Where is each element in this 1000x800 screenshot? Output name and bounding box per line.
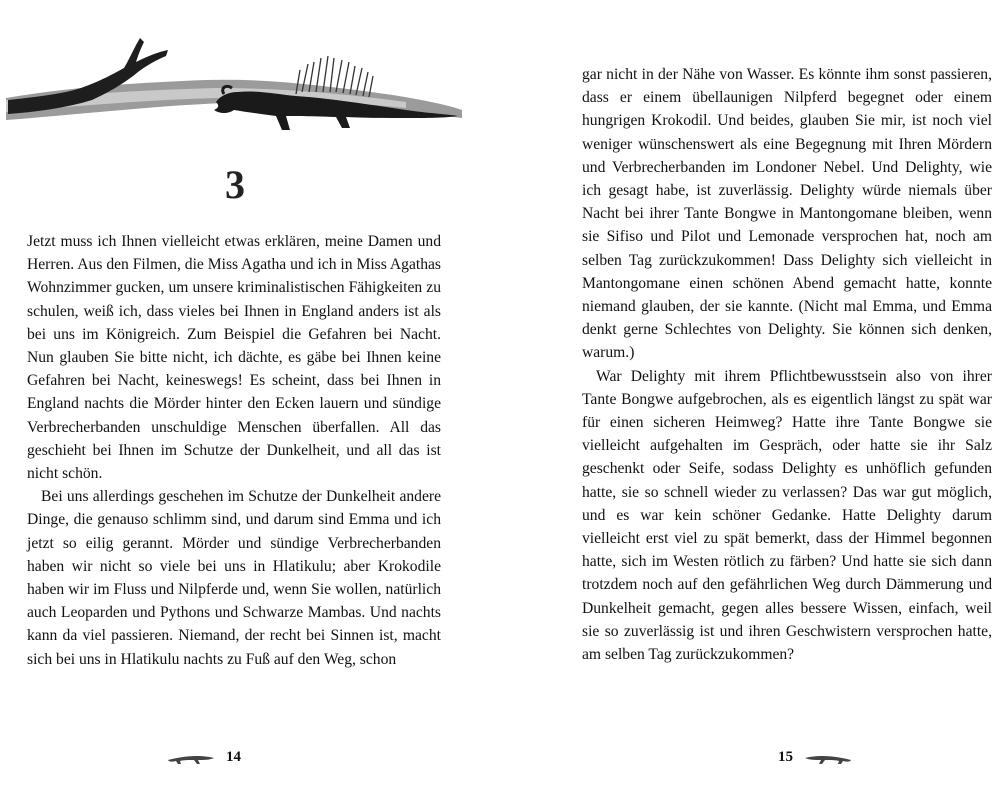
chapter-number: 3 <box>225 162 245 207</box>
right-page-text <box>582 63 992 666</box>
page-number: 15 <box>778 748 793 765</box>
paragraph: Jetzt muss ich Ihnen vielleicht etwas erklären, meine Damen und Herren. Aus den Filmen, die Miss Agatha und ich in Miss Agathas Wohnzimmer gucken, um unsere kriminalistischen Fähigkeiten zu schulen, weiß ich, dass vieles bei Ihnen in England anders ist als bei uns im Königreich. Zum Beispiel die Gefahren bei Nacht. Nun glauben Sie bitte nicht, ich dächte, es gäbe bei Ihnen keine Gefahren bei Nacht, keineswegs! Es scheint, dass bei Ihnen in England nachts die Mörder hinter den Ecken lauern und sündige Verbrecherbanden unschuldige Menschen überfallen. All das geschieht bei Ihnen im Schutze der Dunkelheit, und all das ist nicht schön. <box>27 233 441 483</box>
paragraph: War Delighty mit ihrem Pflichtbewusstsein also von ihrer Tante Bongwe aufgebrochen, als es eigentlich längst zu spät war für einen sicheren Heimweg? Hatte ihre Tante Bongwe sie vielleicht aufgehalten im Gespräch, oder hatte sie ihr Salz geschenkt oder Seife, sodass Delighty es unhöflich gefunden hatte, sie so schnell wieder zu verlassen? Das war gut möglich, und es war kein schöner Gedanke. Hatte Delighty darum vielleicht erst viel zu spät bemerkt, dass der Himmel begonnen hatte, sich im Westen rötlich zu färben? Und hatte sie sich dann trotzdem noch auf den gefährlichen Weg durch Dämmerung und Dunkelheit gemacht, gegen alles bessere Wissen, einfach, weil sie so zuverlässig ist und ihren Geschwistern versprochen hatte, am selben Tag zurückzukommen? <box>582 367 992 664</box>
small-crocodile-icon <box>803 748 853 766</box>
right-page <box>500 0 1000 800</box>
page-number: 14 <box>226 748 241 765</box>
paragraph: gar nicht in der Nähe von Wasser. Es könnte ihm sonst passieren, dass er einem übellaunigen Nilpferd begegnet oder einem hungrigen Krokodil. Und beides, glauben Sie mir, ist noch viel weniger wünschenswert als eine Begegnung mit Ihren Mördern und Verbrecherbanden im Londoner Nebel. Und Delighty, wie ich gesagt habe, ist zuverlässig. Delighty würde niemals über Nacht bei ihrer Tante Bongwe in Mantongomane bleiben, wenn sie Sifiso und Pilot und Lemonade versprochen hat, noch am selben Tag zurückzukommen! Dass Delighty sich vielleicht in Mantongomane einen schönen Abend gemacht hatte, konnte niemand glauben, der sie kannte. (Nicht mal Emma, und Emma denkt gerne Schlechtes von Delighty. Sie können sich denken, warum.) <box>582 66 992 362</box>
paragraph: Bei uns allerdings geschehen im Schutze der Dunkelheit andere Dinge, die genauso schlimm sind, und darum sind Emma und ich jetzt so eilig gerannt. Mörder und sündige Verbrecherbanden haben wir nicht so viele bei uns in Hlatikulu; aber Krokodile haben wir im Fluss und Nilpferde und, wenn Sie wollen, natürlich auch Leoparden und Pythons und Schwarze Mambas. Und nachts kann da viel passieren. Niemand, der recht bei Sinnen ist, macht sich bei uns in Hlatikulu nachts zu Fuß auf den Weg, schon <box>27 488 441 668</box>
left-page-text <box>27 230 441 671</box>
left-folio <box>166 742 241 772</box>
crocodiles-river-illustration <box>6 28 462 148</box>
small-crocodile-icon <box>166 748 216 766</box>
right-folio <box>778 742 853 772</box>
